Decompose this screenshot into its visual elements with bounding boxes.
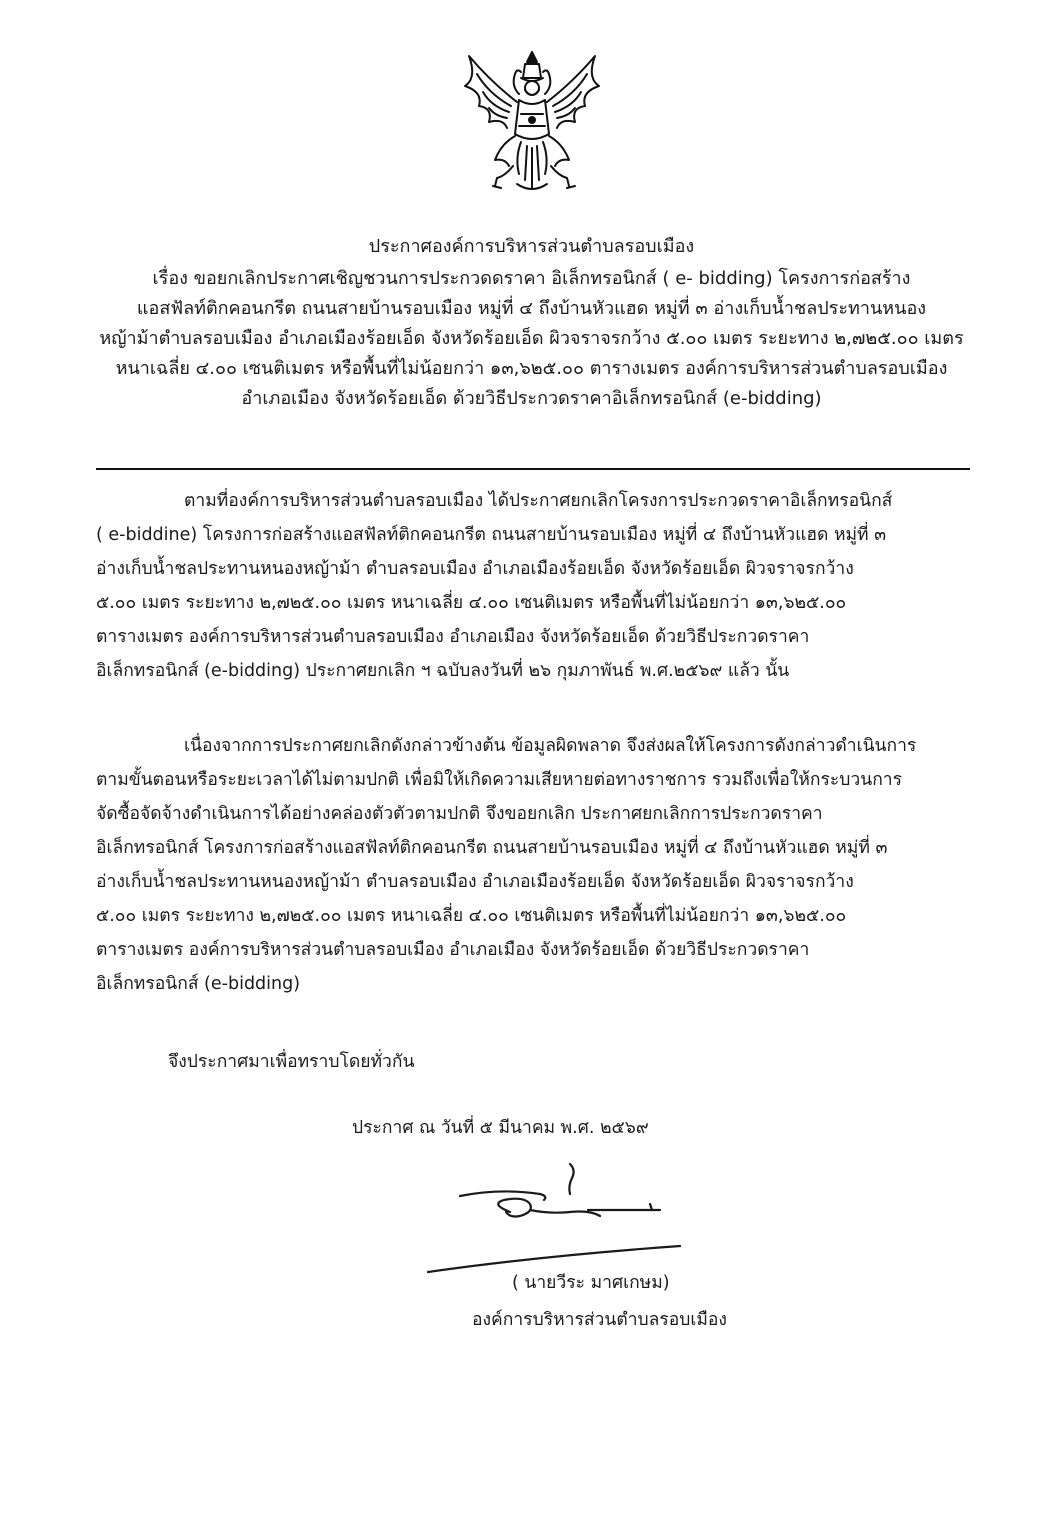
- subject-line: เรื่อง ขอยกเลิกประกาศเชิญชวนการประกวดดราคา อิเล็กทรอนิกส์ ( e- bidding) โครงการก่อสร้าง: [152, 268, 911, 289]
- subject-line: แอสฟัลท์ติกคอนกรีต ถนนสายบ้านรอบเมือง หมู่ที่ ๔ ถึงบ้านหัวแฮด หมู่ที่ ๓ อ่างเก็บน้ำชลประทานหนอง: [136, 298, 927, 319]
- paragraph-line: ตารางเมตร องค์การบริหารส่วนตำบลรอบเมือง อำเภอเมือง จังหวัดร้อยเอ็ด ด้วยวิธีประกวดราคา: [96, 627, 810, 647]
- paragraph-line: เนื่องจากการประกาศยกเลิกดังกล่าวข้างต้น ข้อมูลผิดพลาด จึงส่งผลให้โครงการดังกล่าวดำเนินการ: [184, 736, 917, 756]
- organization-heading: ประกาศองค์การบริหารส่วนตำบลรอบเมือง: [368, 236, 695, 257]
- subject-block: [70, 264, 993, 414]
- signer-name: ( นายวีระ มาศเกษม): [512, 1273, 670, 1293]
- signer-organization: องค์การบริหารส่วนตำบลรอบเมือง: [472, 1310, 727, 1330]
- paragraph-line: ตารางเมตร องค์การบริหารส่วนตำบลรอบเมือง อำเภอเมือง จังหวัดร้อยเอ็ด ด้วยวิธีประกวดราคา: [96, 940, 810, 960]
- subject-line: อำเภอเมือง จังหวัดร้อยเอ็ด ด้วยวิธีประกวดราคาอิเล็กทรอนิกส์ (e-bidding): [241, 388, 822, 409]
- paragraph-line: ตามขั้นตอนหรือระยะเวลาได้ไม่ตามปกติ เพื่อมิให้เกิดความเสียหายต่อทางราชการ รวมถึงเพื่อให้กระบวนการ: [96, 770, 903, 790]
- paragraph-line: ตามที่องค์การบริหารส่วนตำบลรอบเมือง ได้ประกาศยกเลิกโครงการประกวดราคาอิเล็กทรอนิกส์: [184, 491, 893, 511]
- header-divider: [96, 468, 970, 470]
- paragraph-line: ๕.๐๐ เมตร ระยะทาง ๒,๗๒๕.๐๐ เมตร หนาเฉลี่ย ๔.๐๐ เซนติเมตร หรือพื้นที่ไม่น้อยกว่า ๑๓,๖๒๕.๐๐: [96, 593, 847, 613]
- closing-statement: จึงประกาศมาเพื่อทราบโดยทั่วกัน: [168, 1052, 415, 1072]
- paragraph-line: อ่างเก็บน้ำชลประทานหนองหญ้าม้า ตำบลรอบเมือง อำเภอเมืองร้อยเอ็ด จังหวัดร้อยเอ็ด ผิวจราจรกว้าง: [96, 872, 854, 892]
- paragraph-line: อิเล็กทรอนิกส์ โครงการก่อสร้างแอสฟัลท์ติกคอนกรีต ถนนสายบ้านรอบเมือง หมู่ที่ ๔ ถึงบ้านหัวแฮด หมู่ที่ ๓: [96, 838, 888, 858]
- paragraph-line: ( e-biddine) โครงการก่อสร้างแอสฟัลท์ติกคอนกรีต ถนนสายบ้านรอบเมือง หมู่ที่ ๔ ถึงบ้านหัวแฮด หมู่ที่ ๓: [96, 525, 887, 545]
- paragraph-1: [96, 484, 972, 688]
- signature-icon: [420, 1160, 690, 1280]
- paragraph-2: [96, 729, 972, 1001]
- garuda-emblem-icon: [455, 48, 610, 196]
- announcement-date: ประกาศ ณ วันที่ ๕ มีนาคม พ.ศ. ๒๕๖๙: [352, 1118, 649, 1138]
- paragraph-line: อ่างเก็บน้ำชลประทานหนองหญ้าม้า ตำบลรอบเมือง อำเภอเมืองร้อยเอ็ด จังหวัดร้อยเอ็ด ผิวจราจรกว้าง: [96, 559, 854, 579]
- paragraph-line: อิเล็กทรอนิกส์ (e-bidding): [96, 974, 301, 994]
- subject-line: หนาเฉลี่ย ๔.๐๐ เซนติเมตร หรือพื้นที่ไม่น้อยกว่า ๑๓,๖๒๕.๐๐ ตารางเมตร องค์การบริหารส่วนตำบลรอบเมือง: [115, 358, 948, 379]
- subject-line: หญ้าม้าตำบลรอบเมือง อำเภอเมืองร้อยเอ็ด จังหวัดร้อยเอ็ด ผิวจราจรกว้าง ๕.๐๐ เมตร ระยะทาง ๒,๗๒๕.๐๐ เมตร: [99, 328, 964, 349]
- paragraph-line: ๕.๐๐ เมตร ระยะทาง ๒,๗๒๕.๐๐ เมตร หนาเฉลี่ย ๔.๐๐ เซนติเมตร หรือพื้นที่ไม่น้อยกว่า ๑๓,๖๒๕.๐๐: [96, 906, 847, 926]
- paragraph-line: จัดซื้อจัดจ้างดำเนินการได้อย่างคล่องตัวตัวตามปกติ จึงขอยกเลิก ประกาศยกเลิกการประกวดราคา: [96, 804, 823, 824]
- paragraph-line: อิเล็กทรอนิกส์ (e-bidding) ประกาศยกเลิก ฯ ฉบับลงวันที่ ๒๖ กุมภาพันธ์ พ.ศ.๒๕๖๙ แล้ว นั้น: [96, 661, 790, 681]
